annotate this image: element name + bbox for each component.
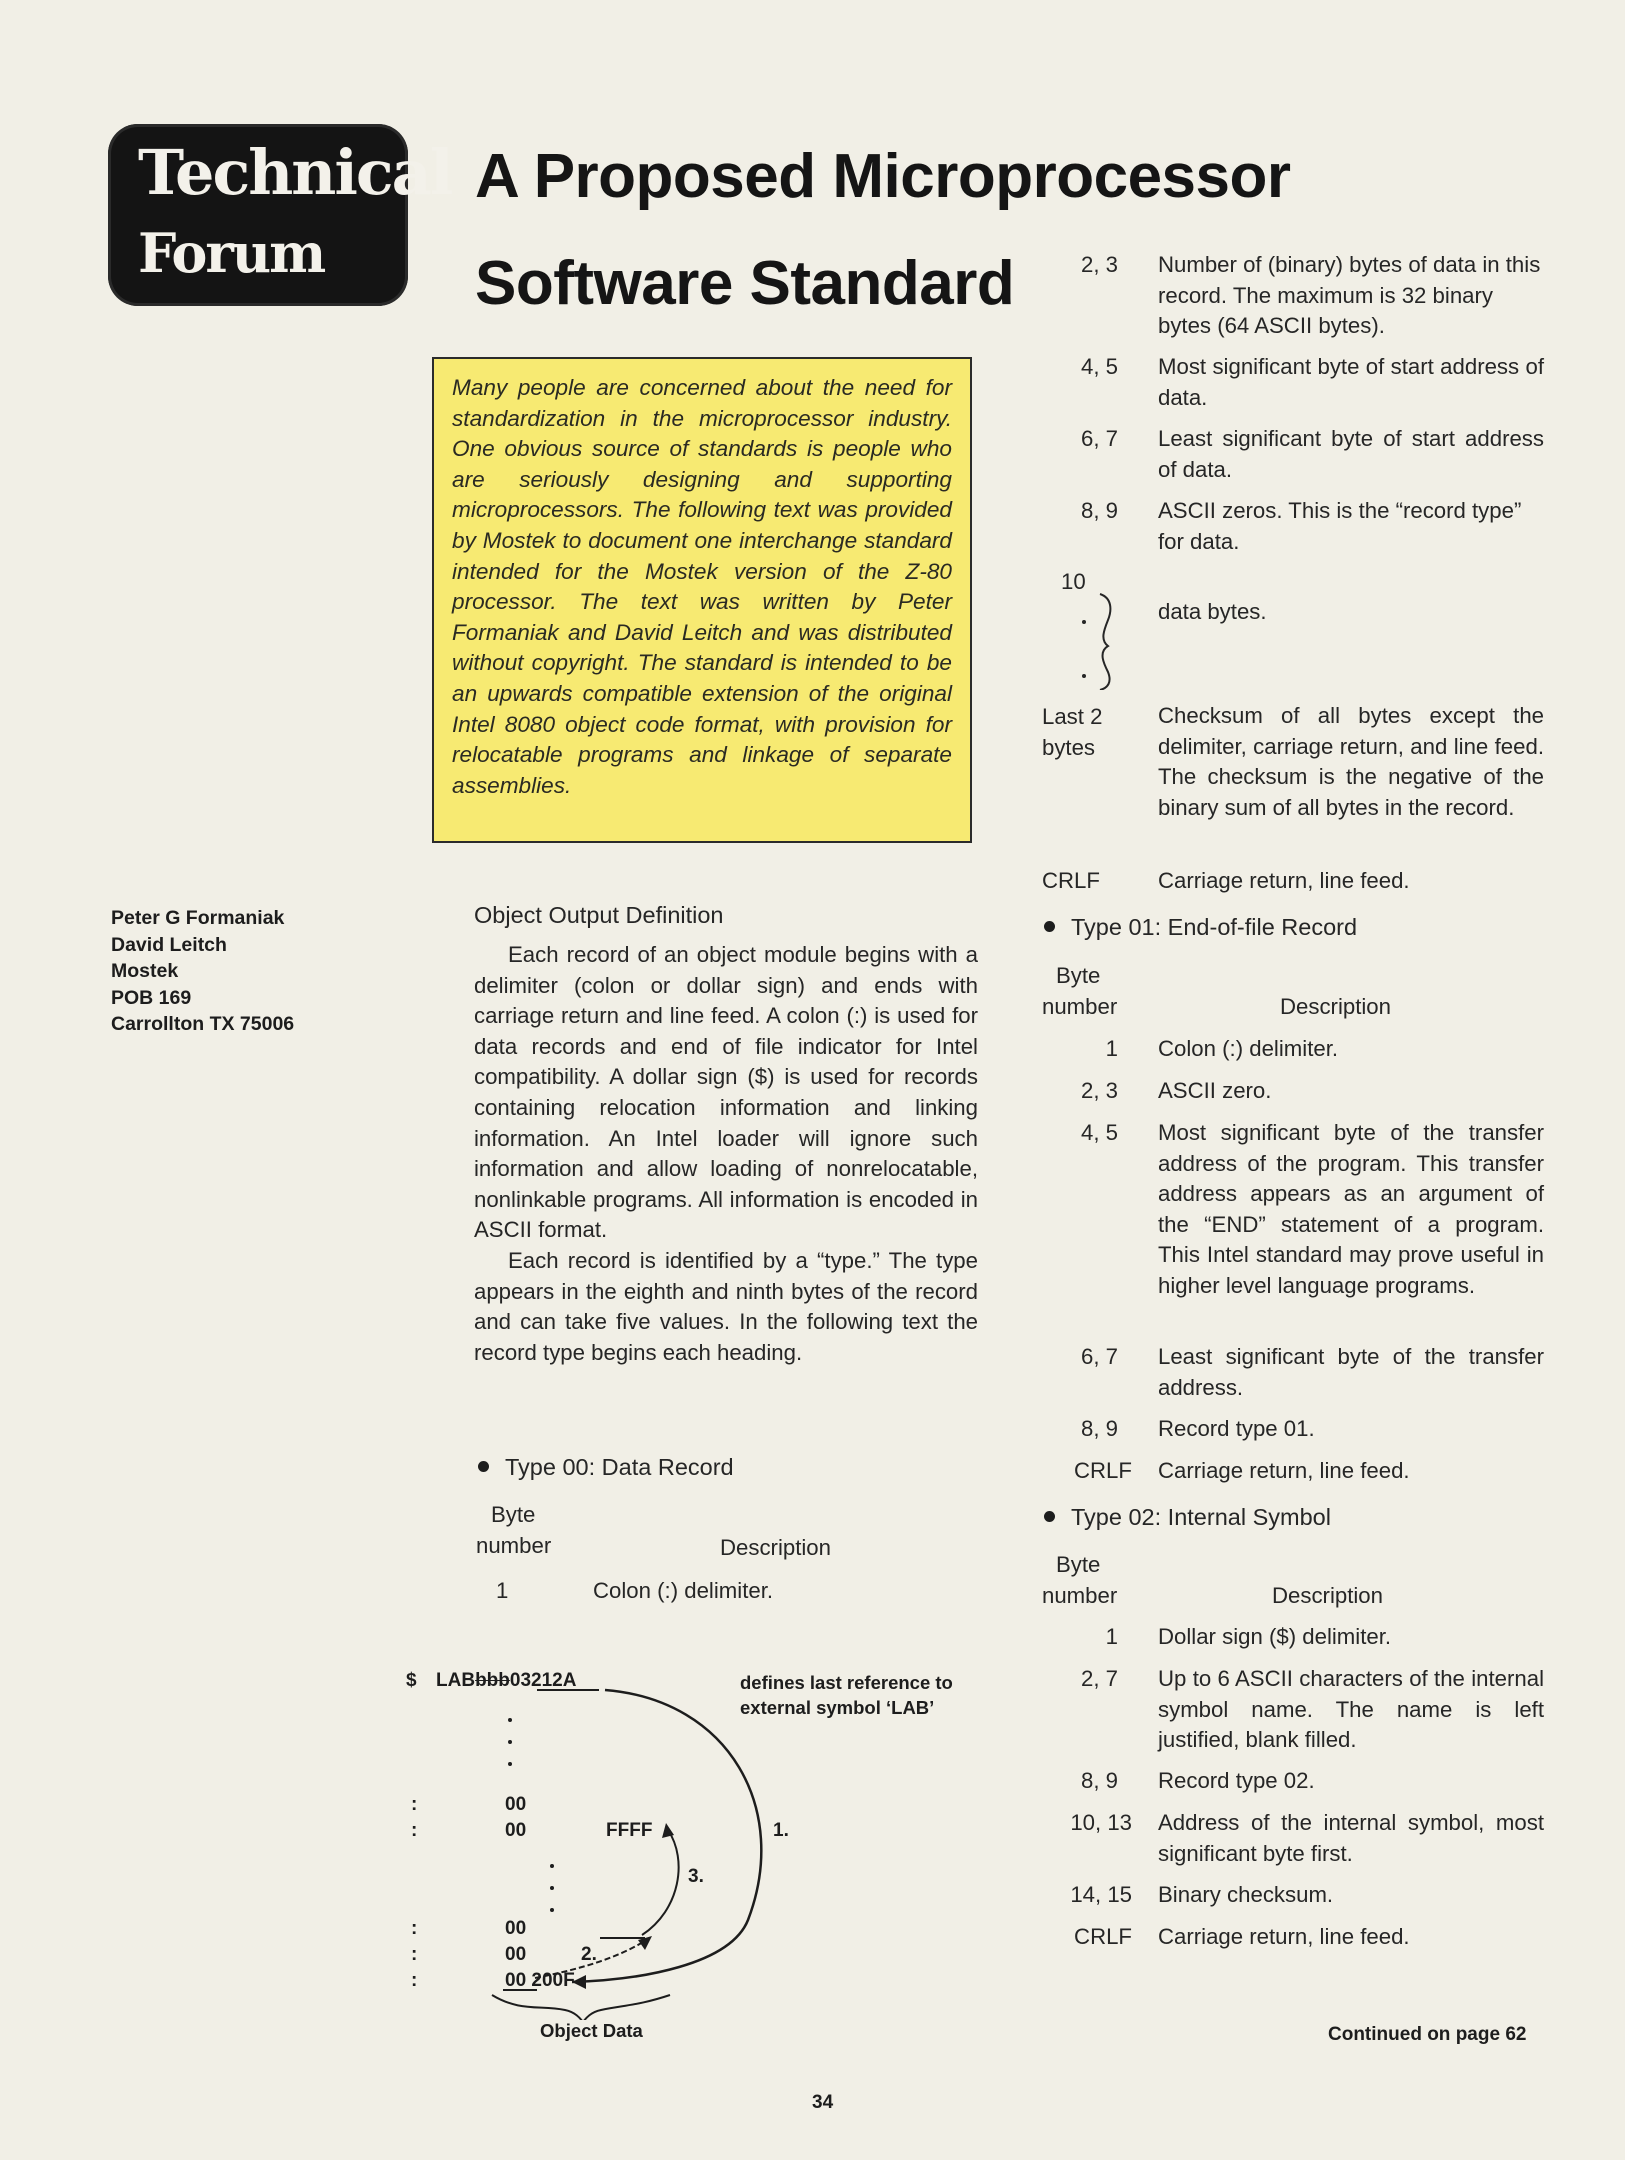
diagram-dollar: $ bbox=[406, 1670, 417, 1691]
bullet-icon bbox=[1044, 921, 1055, 932]
byte-description: Address of the internal symbol, most significant byte first. bbox=[1158, 1810, 1544, 1866]
diagram-label-2: 2. bbox=[581, 1944, 597, 1965]
badge-line2: Forum bbox=[138, 221, 325, 285]
byte-description: Up to 6 ASCII characters of the internal symbol name. The name is left justified, blank filled. bbox=[1158, 1666, 1544, 1753]
byte-description: Carriage return, line feed. bbox=[1158, 868, 1410, 893]
section-heading: Object Output Definition bbox=[474, 902, 724, 928]
col-header-number: number bbox=[476, 1533, 552, 1558]
intro-text: Many people are concerned about the need for standardization in the microprocessor industry. One obvious source of standards is people who are seriously designing and supporting microprocessors. The following text was provided by Mostek to document one interchange standard intended for the Mostek version of the Z-80 processor. The text was written by Peter Formaniak and David Leitch and was distributed without copyright. The standard is intended to be an upwards compatible extension of the original Intel 8080 object code format, with provision for relocatable programs and linkage of separate assemblies. bbox=[452, 375, 952, 798]
diagram-label-3: 3. bbox=[688, 1866, 704, 1887]
byte-description: Least significant byte of start address of data. bbox=[1158, 426, 1544, 482]
byte-number: 8, 9 bbox=[1080, 1768, 1118, 1793]
type00-heading: Type 00: Data Record bbox=[478, 1452, 734, 1483]
col-header-byte: Byte bbox=[1056, 1552, 1101, 1577]
diagram-colon: : bbox=[411, 1794, 418, 1815]
bullet-icon bbox=[478, 1461, 489, 1472]
col-header-number: number bbox=[1042, 1583, 1118, 1608]
byte-description: Colon (:) delimiter. bbox=[1158, 1036, 1339, 1061]
byte-number: CRLF bbox=[1074, 1924, 1132, 1949]
byte-number: 14, 15 bbox=[1070, 1882, 1132, 1907]
col-header-description: Description bbox=[1272, 1583, 1383, 1608]
bullet-icon bbox=[1044, 1511, 1055, 1522]
byte-description: Colon (:) delimiter. bbox=[593, 1578, 774, 1603]
col-header-number: number bbox=[1042, 994, 1118, 1019]
byte-description: Number of (binary) bytes of data in this record. The maximum is 32 binary bytes (64 ASCII bytes). bbox=[1158, 252, 1541, 339]
diagram-ffff: FFFF bbox=[606, 1820, 653, 1841]
continued-note: Continued on page 62 bbox=[1328, 2024, 1527, 2045]
col-header-description: Description bbox=[1280, 994, 1391, 1019]
technical-forum-badge bbox=[108, 124, 452, 306]
author-line: POB 169 bbox=[111, 986, 192, 1009]
col-header-byte: Byte bbox=[491, 1502, 536, 1527]
diagram-caption: Object Data bbox=[540, 2020, 643, 2041]
body-text bbox=[474, 940, 978, 1368]
record-blanks: bbb bbox=[475, 1670, 510, 1691]
byte-number: 8, 9 bbox=[1080, 1416, 1118, 1441]
diagram-zero: 00 bbox=[505, 1944, 527, 1965]
byte-number: CRLF bbox=[1074, 1458, 1132, 1483]
diagram-label-1: 1. bbox=[773, 1820, 789, 1841]
paragraph: Each record of an object module begins with a delimiter (colon or dollar sign) and ends with carriage return and line feed. A colon (:) is used for data records and end of file indicator for Intel compatibility. A dollar sign ($) is used for records containing relocation information and linking information. An Intel loader will ignore such information and allow loading of nonrelocatable, nonlinkable programs. All information is encoded in ASCII format. bbox=[474, 942, 978, 1243]
byte-description: data bytes. bbox=[1158, 599, 1267, 624]
byte-description: Record type 02. bbox=[1158, 1768, 1315, 1793]
author-line: David Leitch bbox=[111, 933, 227, 956]
byte-number: 1 bbox=[1105, 1624, 1118, 1649]
diagram-colon: : bbox=[411, 1970, 418, 1991]
diagram-zero: 00 bbox=[505, 1918, 527, 1939]
diagram-data-row: 00 200F bbox=[505, 1970, 575, 1991]
paragraph: Each record is identified by a “type.” The type appears in the eighth and ninth bytes of the record and can take five values. In the following text the record type begins each heading. bbox=[474, 1247, 978, 1365]
byte-description: Least significant byte of the transfer address. bbox=[1158, 1344, 1544, 1400]
byte-description: Dollar sign ($) delimiter. bbox=[1158, 1624, 1392, 1649]
byte-number: 2, 3 bbox=[1080, 1078, 1118, 1103]
byte-description: Most significant byte of start address of data. bbox=[1158, 354, 1544, 410]
diagram-colon: : bbox=[411, 1820, 418, 1841]
byte-description: Carriage return, line feed. bbox=[1158, 1458, 1410, 1483]
diagram-note: defines last reference to external symbol ‘LAB’ bbox=[740, 1672, 953, 1718]
object-data-diagram bbox=[400, 1660, 980, 2041]
author-block bbox=[111, 905, 371, 1038]
diagram-zero: 00 bbox=[505, 1820, 527, 1841]
diagram-colon: : bbox=[411, 1944, 418, 1965]
byte-description: Binary checksum. bbox=[1158, 1882, 1334, 1907]
byte-number: 6, 7 bbox=[1080, 1344, 1118, 1369]
page-number: 34 bbox=[812, 2092, 834, 2113]
article-title-line1: A Proposed Microprocessor bbox=[475, 142, 1291, 211]
byte-description: Record type 01. bbox=[1158, 1416, 1315, 1441]
byte-description: Checksum of all bytes except the delimiter, carriage return, and line feed. The checksum is the negative of the binary sum of all bytes in the record. bbox=[1158, 703, 1544, 820]
diagram-record: LABbbb03212A bbox=[436, 1670, 577, 1691]
byte-description: Carriage return, line feed. bbox=[1158, 1924, 1410, 1949]
byte-number: 10 bbox=[1061, 569, 1086, 594]
col-header-description: Description bbox=[720, 1535, 831, 1560]
byte-number: 4, 5 bbox=[1080, 1120, 1118, 1145]
author-line: Peter G Formaniak bbox=[111, 907, 285, 929]
diagram-address: 200F bbox=[531, 1970, 575, 1991]
badge-line1: Technical bbox=[138, 136, 452, 209]
byte-number: 4, 5 bbox=[1080, 354, 1118, 379]
brace-icon bbox=[1060, 590, 1120, 690]
byte-description: Most significant byte of the transfer address of the program. This transfer address appears as an argument of the “END” statement of a program. This Intel standard may prove useful in higher level language programs. bbox=[1158, 1120, 1544, 1298]
byte-number: 1 bbox=[1105, 1036, 1118, 1061]
intro-box bbox=[432, 357, 972, 843]
byte-number: 2, 3 bbox=[1080, 252, 1118, 277]
article-title-line2: Software Standard bbox=[475, 249, 1015, 318]
author-line: Carrollton TX 75006 bbox=[111, 1013, 295, 1036]
type01-heading: Type 01: End-of-file Record bbox=[1044, 912, 1357, 943]
type02-heading: Type 02: Internal Symbol bbox=[1044, 1502, 1331, 1533]
byte-number: 8, 9 bbox=[1080, 498, 1118, 523]
byte-description: ASCII zeros. This is the “record type” for data. bbox=[1158, 498, 1522, 554]
col-header-byte: Byte bbox=[1056, 963, 1101, 988]
author-line: Mostek bbox=[111, 960, 179, 983]
byte-number: 1 bbox=[496, 1578, 509, 1603]
byte-number: Last 2 bytes bbox=[1042, 704, 1103, 760]
byte-number: 6, 7 bbox=[1080, 426, 1118, 451]
diagram-zero: 00 bbox=[505, 1794, 527, 1815]
byte-number: 2, 7 bbox=[1080, 1666, 1118, 1691]
diagram-colon: : bbox=[411, 1918, 418, 1939]
byte-description: ASCII zero. bbox=[1158, 1078, 1272, 1103]
byte-number: 10, 13 bbox=[1070, 1810, 1132, 1835]
byte-number: CRLF bbox=[1042, 868, 1100, 893]
